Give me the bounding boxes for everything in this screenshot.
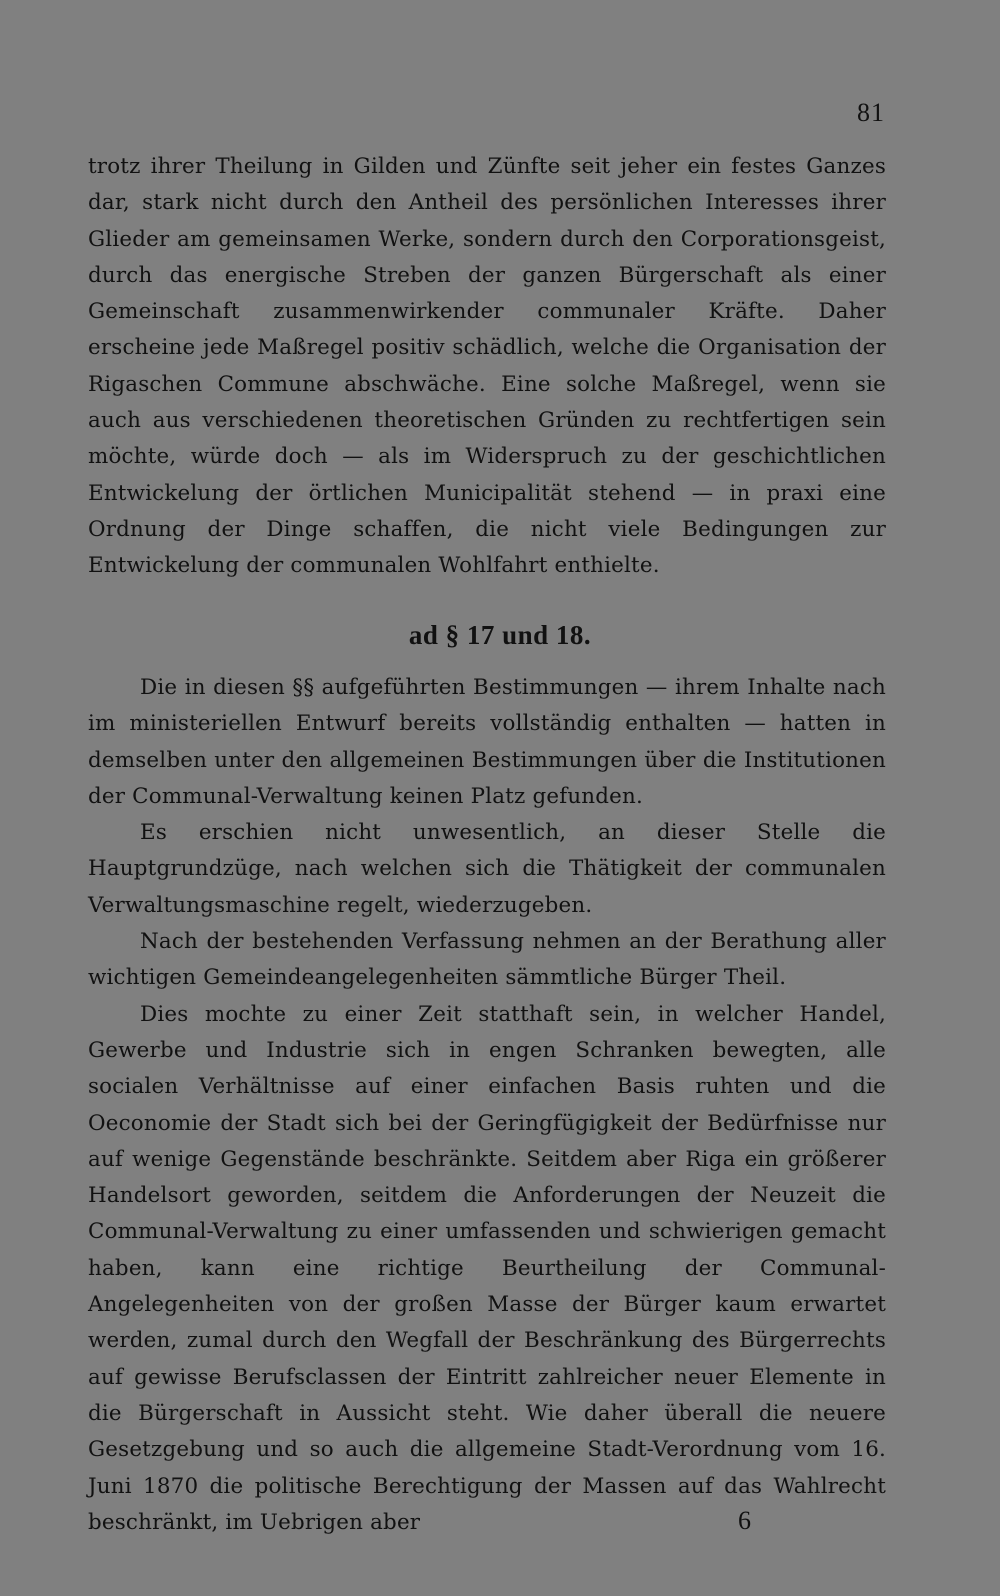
printer-signature-mark: 6 bbox=[738, 1506, 751, 1535]
text-block-main bbox=[88, 670, 886, 1541]
paragraph: Es erschien nicht unwesentlich, an dieser Stelle die Hauptgrundzüge, nach welchen sich die Thätigkeit der communalen Verwaltungsmaschine regelt, wiederzugeben. bbox=[88, 820, 886, 918]
page-number: 81 bbox=[857, 98, 885, 127]
paragraph: Die in diesen §§ aufgeführten Bestimmungen — ihrem Inhalte nach im ministeriellen Entwurf bereits vollständig enthalten — hatten in demselben unter den allgemeinen Bestimmungen über die Institutionen der Communal-Verwaltung keinen Platz gefunden. bbox=[88, 675, 886, 809]
text-block-top bbox=[88, 149, 886, 585]
section-heading: ad § 17 und 18. bbox=[408, 620, 592, 650]
paragraph: Nach der bestehenden Verfassung nehmen an der Berathung aller wichtigen Gemeindeangelegenheiten sämmtliche Bürger Theil. bbox=[88, 929, 886, 991]
paragraph-continuation: trotz ihrer Theilung in Gilden und Zünfte seit jeher ein festes Ganzes dar, stark nicht durch den Antheil des persönlichen Interesses ihrer Glieder am gemeinsamen Werke, sondern durch den Corporationsgeist, durch das energische Streben der ganzen Bürgerschaft als einer Gemeinschaft zusammenwirkender communaler Kräfte. Daher erscheine jede Maßregel positiv schädlich, welche die Organisation der Rigaschen Commune abschwäche. Eine solche Maßregel, wenn sie auch aus verschiedenen theoretischen Gründen zu rechtfertigen sein möchte, würde doch — als im Widerspruch zu der geschichtlichen Entwickelung der örtlichen Municipalität stehend — in praxi eine Ordnung der Dinge schaffen, die nicht viele Bedingungen zur Entwickelung der communalen Wohlfahrt enthielte. bbox=[88, 154, 886, 579]
paragraph: Dies mochte zu einer Zeit statthaft sein, in welcher Handel, Gewerbe und Industrie sich in engen Schranken bewegten, alle socialen Verhältnisse auf einer einfachen Basis ruhten und die Oeconomie der Stadt sich bei der Geringfügigkeit der Bedürfnisse nur auf wenige Gegenstände beschränkte. Seitdem aber Riga ein größerer Handelsort geworden, seitdem die Anforderungen der Neuzeit die Communal-Verwaltung zu einer umfassenden und schwierigen gemacht haben, kann eine richtige Beurtheilung der Communal-Angelegenheiten von der großen Masse der Bürger kaum erwartet werden, zumal durch den Wegfall der Beschränkung des Bürgerrechts auf gewisse Berufsclassen der Eintritt zahlreicher neuer Elemente in die Bürgerschaft in Aussicht steht. Wie daher überall die neuere Gesetzgebung und so auch die allgemeine Stadt-Verordnung vom 16. Juni 1870 die politische Berechtigung der Massen auf das Wahlrecht beschränkt, im Uebrigen aber bbox=[88, 1001, 886, 1535]
